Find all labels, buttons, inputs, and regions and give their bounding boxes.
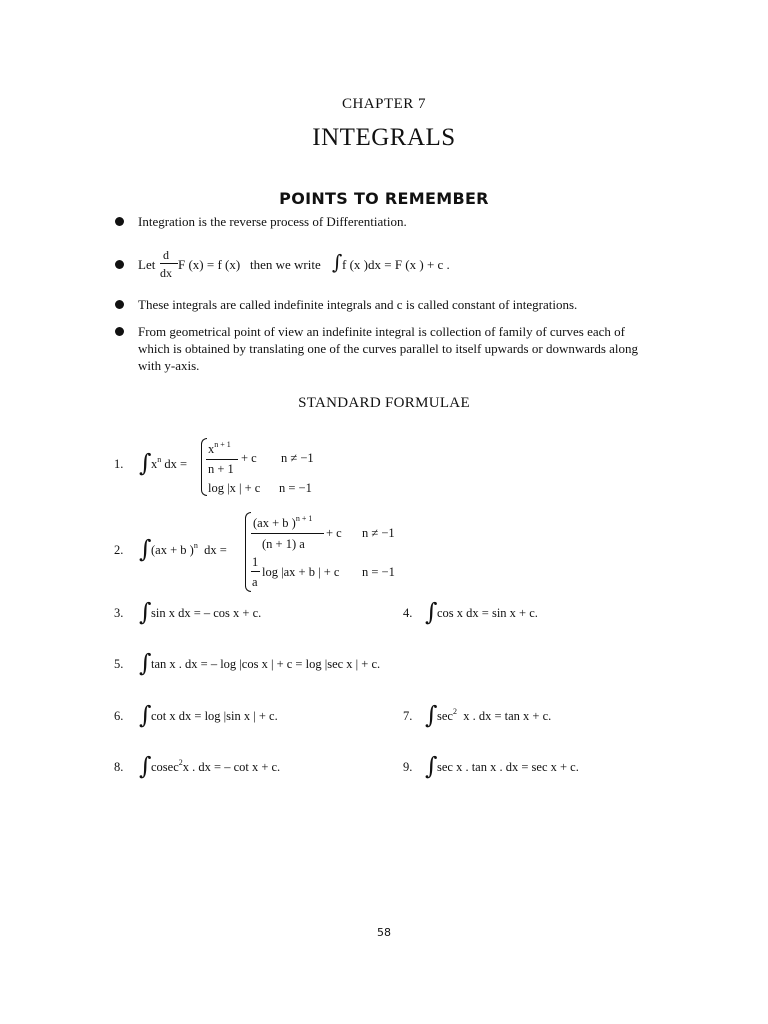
formula-number: 9. xyxy=(403,760,413,774)
formula-number: 8. xyxy=(114,760,124,774)
formula-6-expr: cot x dx = log |sin x | + c. xyxy=(151,709,278,723)
formula-2-case2-condition: n = −1 xyxy=(362,565,395,579)
derivative-denominator: dx xyxy=(160,266,172,280)
formula-number: 5. xyxy=(114,657,124,671)
integral-sign-icon: ∫ xyxy=(425,598,438,626)
bullet-text-4-line1: From geometrical point of view an indefinite integral is collection of family of curves each of xyxy=(138,324,625,339)
bullet-text-4-line3: with y-axis. xyxy=(138,358,200,373)
bullet-icon xyxy=(115,300,124,309)
fraction-bar xyxy=(251,533,324,534)
formula-1-case2: log |x | + c xyxy=(208,481,261,495)
formula-1-case2-condition: n = −1 xyxy=(279,481,312,495)
formula-2-case1-condition: n ≠ −1 xyxy=(362,526,395,540)
formula-number: 1. xyxy=(114,457,124,471)
integral-sign-icon: ∫ xyxy=(139,598,152,626)
standard-formulae-heading: STANDARD FORMULAE xyxy=(298,395,470,411)
formula-2-case2: log |ax + b | + c xyxy=(262,565,340,579)
formula-1-case1-tail: + c xyxy=(241,451,257,465)
formula-7-expr: $\sec^2 x$ . dx = tan x + c. xyxy=(437,707,552,723)
formula-number: 6. xyxy=(114,709,124,723)
formula-2-case2-one: 1 xyxy=(252,555,259,569)
fraction-bar xyxy=(206,459,238,460)
formula-number: 3. xyxy=(114,606,124,620)
integral-sign-icon: ∫ xyxy=(139,752,152,780)
page-number: 58 xyxy=(377,926,391,939)
integral-sign-icon: ∫ xyxy=(425,701,438,729)
formula-8-expr: cosec$^2$x . dx = – cot x + c. xyxy=(151,758,281,774)
formula-5-expr: tan x . dx = – log |cos x | + c = log |sec x | + c. xyxy=(151,657,381,671)
bullet-icon xyxy=(115,217,124,226)
formula-2-lhs: (ax + b )$^n$ dx = xyxy=(151,541,227,557)
chapter-title: INTEGRALS xyxy=(312,124,456,151)
formula-4-expr: cos x dx = sin x + c. xyxy=(437,606,538,620)
bullet-text-1: Integration is the reverse process of Differentiation. xyxy=(138,214,407,229)
integral-sign-icon: ∫ xyxy=(332,250,343,274)
derivative-numerator: d xyxy=(163,248,169,262)
integral-sign-icon: ∫ xyxy=(139,535,152,563)
formula-2-case1-denominator: (n + 1) a xyxy=(262,537,305,551)
formula-2-case1-tail: + c xyxy=(326,526,342,540)
bullet-2-then: then we write xyxy=(250,257,321,272)
bullet-2-rhs: f (x )dx = F (x ) + c . xyxy=(342,257,450,272)
fraction-bar xyxy=(251,571,260,572)
bullet-text-4-line2: which is obtained by translating one of the curves parallel to itself upwards or downwards along xyxy=(138,341,639,356)
bullet-text-3: These integrals are called indefinite integrals and c is called constant of integrations. xyxy=(138,297,578,312)
fraction-bar xyxy=(160,263,178,264)
formula-1-lhs: $x^n$ dx = xyxy=(151,455,188,471)
formula-1-case1-denominator: n + 1 xyxy=(208,462,234,476)
formula-number: 7. xyxy=(403,709,413,723)
formula-number: 2. xyxy=(114,543,124,557)
chapter-label: CHAPTER 7 xyxy=(341,96,427,112)
formula-1-case1-numerator: $x^{n + 1}$ xyxy=(208,440,231,456)
section-heading: POINTS TO REMEMBER xyxy=(279,189,489,208)
integral-sign-icon: ∫ xyxy=(139,701,152,729)
integral-sign-icon: ∫ xyxy=(425,752,438,780)
formula-9-expr: sec x . tan x . dx = sec x + c. xyxy=(437,760,579,774)
case-brace xyxy=(201,438,207,496)
formula-3-expr: sin x dx = – cos x + c. xyxy=(151,606,262,620)
bullet-2-lhs: F (x) = f (x) xyxy=(178,257,241,272)
case-brace xyxy=(245,512,251,592)
integral-sign-icon: ∫ xyxy=(139,649,152,677)
formula-2-case1-numerator: (ax + b )$^{n + 1}$ xyxy=(253,514,313,530)
bullet-icon xyxy=(115,260,124,269)
formula-2-case2-a: a xyxy=(252,575,258,589)
bullet-icon xyxy=(115,327,124,336)
bullet-2-let: Let xyxy=(138,257,156,272)
formula-number: 4. xyxy=(403,606,413,620)
integral-sign-icon: ∫ xyxy=(139,449,152,477)
formula-1-case1-condition: n ≠ −1 xyxy=(281,451,314,465)
